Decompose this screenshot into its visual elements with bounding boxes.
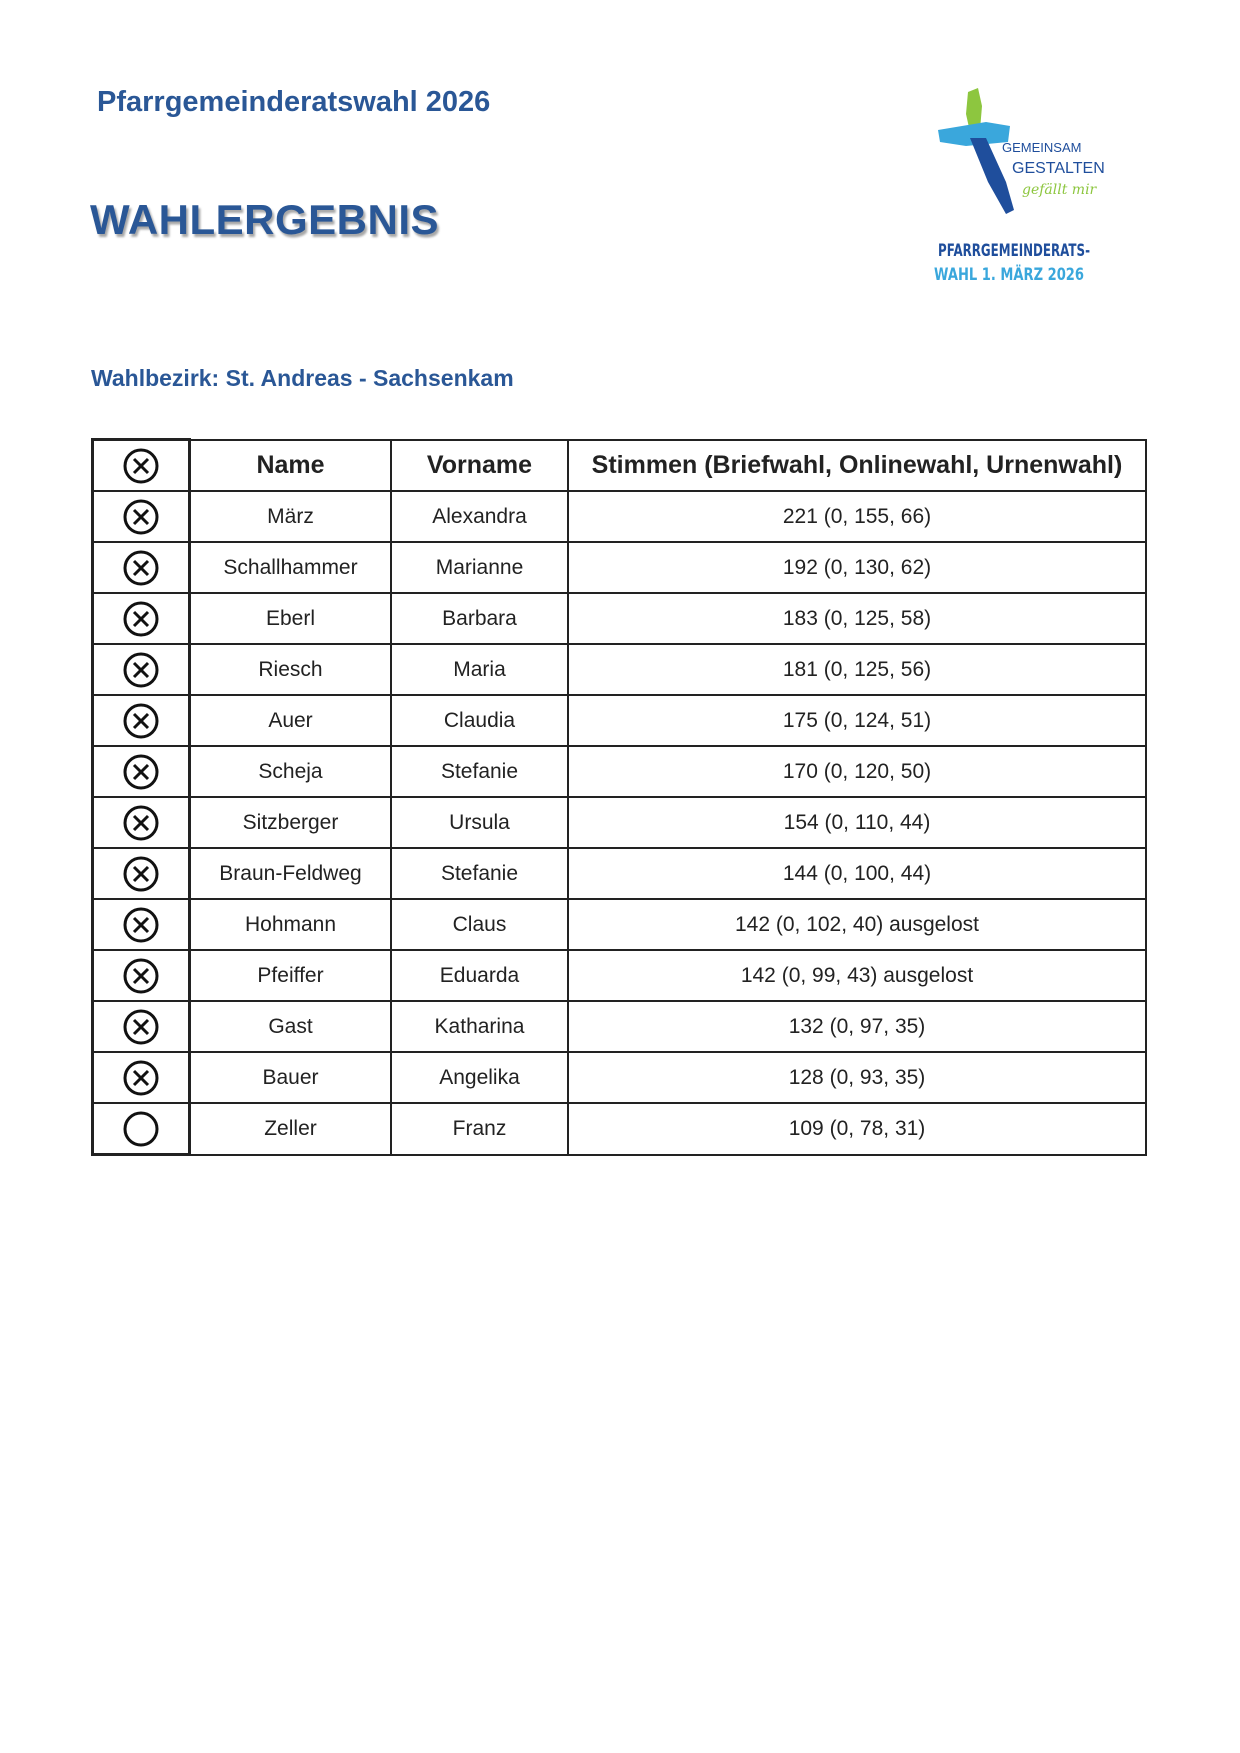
header-votes: Stimmen (Briefwahl, Onlinewahl, Urnenwahl) xyxy=(568,440,1146,492)
table-row xyxy=(93,1052,1147,1103)
cell-votes: 128 (0, 93, 35) xyxy=(568,1052,1146,1103)
mark-cell xyxy=(93,848,190,899)
results-table xyxy=(91,438,1147,1156)
table-row xyxy=(93,542,1147,593)
circle-x-icon xyxy=(122,1059,160,1097)
circle-x-icon xyxy=(122,702,160,740)
table-row xyxy=(93,644,1147,695)
cell-vorname: Barbara xyxy=(391,593,568,644)
cell-name: Braun-Feldweg xyxy=(190,848,392,899)
circle-x-icon xyxy=(122,498,160,536)
cell-vorname: Stefanie xyxy=(391,746,568,797)
cell-vorname: Claus xyxy=(391,899,568,950)
mark-cell xyxy=(93,746,190,797)
mark-cell xyxy=(93,695,190,746)
cell-name: März xyxy=(190,491,392,542)
cell-name: Sitzberger xyxy=(190,797,392,848)
table-row xyxy=(93,593,1147,644)
circle-x-icon xyxy=(122,804,160,842)
cell-votes: 144 (0, 100, 44) xyxy=(568,848,1146,899)
table-row xyxy=(93,1103,1147,1155)
cell-votes: 142 (0, 99, 43) ausgelost xyxy=(568,950,1146,1001)
mark-cell xyxy=(93,1103,190,1155)
table-header-row xyxy=(93,440,1147,492)
cell-vorname: Maria xyxy=(391,644,568,695)
circle-x-icon xyxy=(122,753,160,791)
cell-vorname: Eduarda xyxy=(391,950,568,1001)
empty-circle-icon xyxy=(122,1110,160,1148)
table-row xyxy=(93,797,1147,848)
mark-cell xyxy=(93,593,190,644)
cell-votes: 183 (0, 125, 58) xyxy=(568,593,1146,644)
cell-votes: 170 (0, 120, 50) xyxy=(568,746,1146,797)
header-vorname: Vorname xyxy=(391,440,568,492)
circle-x-icon xyxy=(122,447,160,485)
mark-cell xyxy=(93,797,190,848)
table-row xyxy=(93,491,1147,542)
cell-name: Auer xyxy=(190,695,392,746)
mark-cell xyxy=(93,491,190,542)
cell-vorname: Franz xyxy=(391,1103,568,1155)
circle-x-icon xyxy=(122,906,160,944)
cell-vorname: Angelika xyxy=(391,1052,568,1103)
page-title: WAHLERGEBNIS xyxy=(90,196,440,243)
cell-name: Bauer xyxy=(190,1052,392,1103)
election-logo xyxy=(926,86,1130,306)
circle-x-icon xyxy=(122,855,160,893)
cell-votes: 175 (0, 124, 51) xyxy=(568,695,1146,746)
cell-name: Gast xyxy=(190,1001,392,1052)
cell-votes: 181 (0, 125, 56) xyxy=(568,644,1146,695)
cell-votes: 192 (0, 130, 62) xyxy=(568,542,1146,593)
cell-vorname: Marianne xyxy=(391,542,568,593)
circle-x-icon xyxy=(122,651,160,689)
cell-name: Schallhammer xyxy=(190,542,392,593)
table-row xyxy=(93,899,1147,950)
mark-cell xyxy=(93,644,190,695)
cell-name: Pfeiffer xyxy=(190,950,392,1001)
table-row xyxy=(93,746,1147,797)
cell-vorname: Ursula xyxy=(391,797,568,848)
district-label: Wahlbezirk: St. Andreas - Sachsenkam xyxy=(91,365,514,391)
cell-name: Hohmann xyxy=(190,899,392,950)
header-name: Name xyxy=(190,440,392,492)
cell-votes: 132 (0, 97, 35) xyxy=(568,1001,1146,1052)
mark-cell xyxy=(93,950,190,1001)
mark-cell xyxy=(93,899,190,950)
cell-name: Riesch xyxy=(190,644,392,695)
circle-x-icon xyxy=(122,1008,160,1046)
logo-wahl-line1: PFARRGEMEINDERATS- xyxy=(938,241,1090,261)
logo-tagline: gefällt mir xyxy=(1022,182,1097,198)
cell-votes: 221 (0, 155, 66) xyxy=(568,491,1146,542)
mark-cell xyxy=(93,542,190,593)
cell-name: Eberl xyxy=(190,593,392,644)
cell-name: Zeller xyxy=(190,1103,392,1155)
circle-x-icon xyxy=(122,549,160,587)
logo-line1: GEMEINSAM xyxy=(1002,140,1082,155)
cell-votes: 142 (0, 102, 40) ausgelost xyxy=(568,899,1146,950)
logo-line2: GESTALTEN xyxy=(1012,160,1105,177)
circle-x-icon xyxy=(122,957,160,995)
table-row xyxy=(93,695,1147,746)
cell-vorname: Katharina xyxy=(391,1001,568,1052)
cell-vorname: Stefanie xyxy=(391,848,568,899)
table-row xyxy=(93,848,1147,899)
cell-votes: 154 (0, 110, 44) xyxy=(568,797,1146,848)
mark-cell xyxy=(93,1001,190,1052)
logo-wahl-line2: WAHL 1. MÄRZ 2026 xyxy=(934,265,1130,285)
circle-x-icon xyxy=(122,600,160,638)
table-row xyxy=(93,1001,1147,1052)
cell-vorname: Claudia xyxy=(391,695,568,746)
cell-votes: 109 (0, 78, 31) xyxy=(568,1103,1146,1155)
header-mark-cell xyxy=(93,440,190,492)
mark-cell xyxy=(93,1052,190,1103)
cell-vorname: Alexandra xyxy=(391,491,568,542)
cell-name: Scheja xyxy=(190,746,392,797)
table-row xyxy=(93,950,1147,1001)
page-subtitle: Pfarrgemeinderatswahl 2026 xyxy=(97,86,491,118)
